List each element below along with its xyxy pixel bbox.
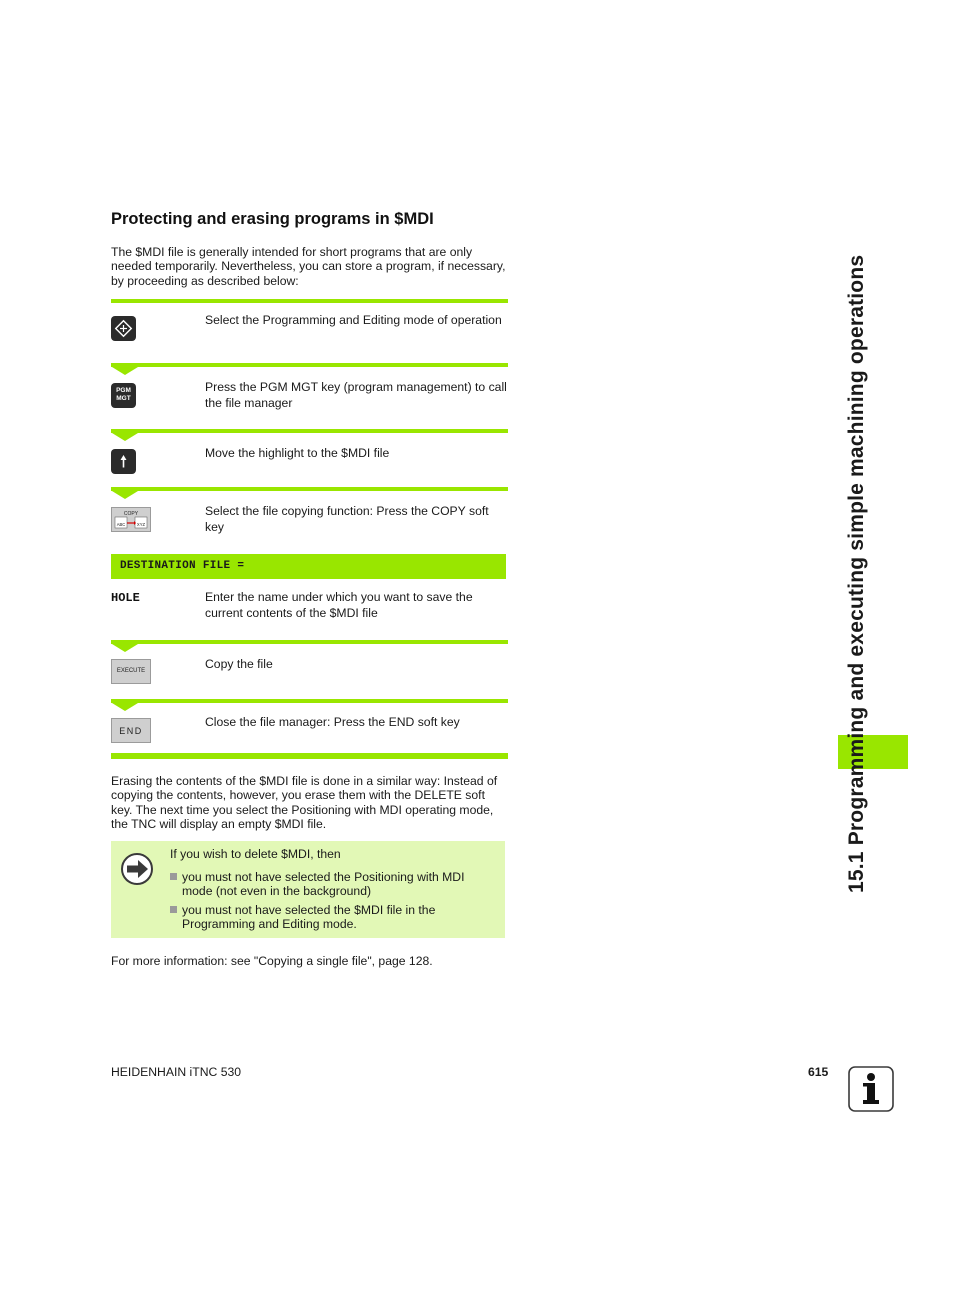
step-separator-bottom (111, 753, 508, 759)
step-1-text: Select the Programming and Editing mode of operation (205, 313, 502, 327)
step-5-text: Enter the name under which you want to save the current contents of the $MDI file (205, 590, 473, 620)
step-6-text: Copy the file (205, 657, 273, 671)
page-number: 615 (808, 1065, 829, 1079)
step-arrow-icon (112, 644, 138, 652)
step-separator (111, 699, 508, 703)
erase-paragraph: Erasing the contents of the $MDI file is done in a similar way: Instead of copying the contents, however, you erase them with the DELETE soft key. The next time you select the Positioning with MDI operating mode, the TNC will display an empty $MDI file. (111, 774, 498, 831)
step-arrow-icon (112, 491, 138, 499)
pgm-key-label: PGM (116, 387, 131, 394)
step-4-text: Select the file copying function: Press the COPY soft key (205, 504, 489, 534)
step-separator (111, 363, 508, 367)
copy-softkey-label: COPY (123, 511, 139, 517)
copy-source-label: ABC (116, 522, 126, 527)
end-softkey-label: END (119, 726, 143, 736)
file-name-entry: HOLE (111, 591, 140, 605)
note-bullet (170, 870, 495, 898)
bullet-square-icon (170, 906, 177, 913)
note-bullet-text: you must not have selected the Positioning with MDI mode (not even in the background) (182, 870, 465, 898)
step-arrow-icon (112, 367, 138, 375)
execute-softkey-label: EXECUTE (116, 668, 146, 674)
step-arrow-icon (112, 433, 138, 441)
info-i-icon (848, 1066, 894, 1117)
more-info-text: For more information: see "Copying a single file", page 128. (111, 954, 433, 968)
step-3-text: Move the highlight to the $MDI file (205, 446, 390, 460)
copy-target-label: XYZ (136, 522, 146, 527)
dialog-prompt-text: DESTINATION FILE = (120, 560, 245, 572)
note-lead: If you wish to delete $MDI, then (170, 847, 341, 861)
step-separator-top (111, 299, 508, 303)
step-separator (111, 640, 508, 644)
arrow-up-key-icon (111, 449, 136, 474)
arrow-right-circle-icon (119, 851, 155, 892)
step-7-text: Close the file manager: Press the END soft key (205, 715, 460, 729)
mgt-key-label: MGT (116, 395, 131, 402)
step-separator (111, 429, 508, 433)
programming-mode-key-icon (111, 316, 136, 341)
execute-softkey-icon (111, 659, 151, 684)
note-bullet (170, 903, 495, 931)
step-2-text: Press the PGM MGT key (program management) to call the file manager (205, 380, 507, 410)
step-arrow-icon (112, 703, 138, 711)
end-softkey-icon (111, 718, 151, 743)
section-heading: Protecting and erasing programs in $MDI (111, 210, 434, 228)
copy-softkey-icon (111, 507, 151, 532)
intro-paragraph: The $MDI file is generally intended for short programs that are only needed temporarily. Nevertheless, you can store a program, if necessary, by proceeding as described below: (111, 245, 506, 288)
footer-product: HEIDENHAIN iTNC 530 (111, 1065, 242, 1079)
chapter-side-title: 15.1 Programming and executing simple machining operations (845, 254, 868, 893)
step-separator (111, 487, 508, 491)
bullet-square-icon (170, 873, 177, 880)
pgm-mgt-key-icon (111, 383, 136, 408)
note-bullet-text: you must not have selected the $MDI file in the Programming and Editing mode. (182, 903, 436, 931)
